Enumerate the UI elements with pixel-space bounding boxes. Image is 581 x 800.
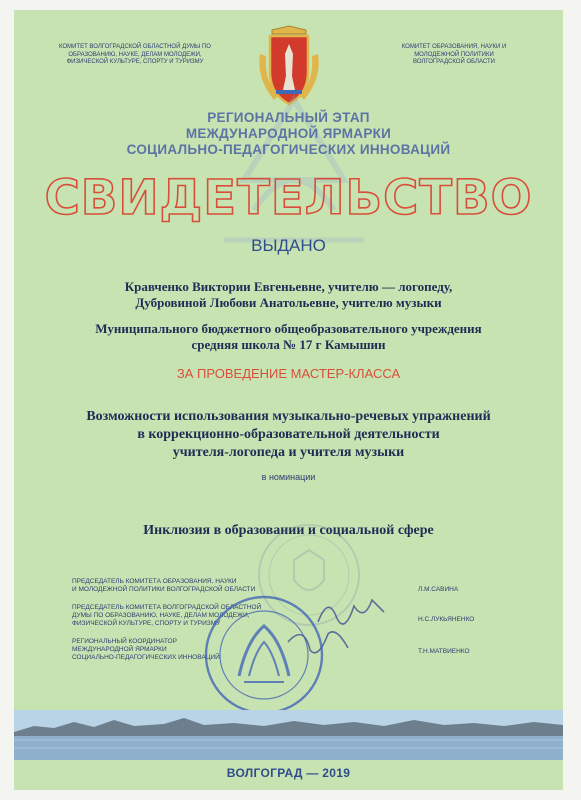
signatory-3-role-line-3: СОЦИАЛЬНО-ПЕДАГОГИЧЕСКИХ ИННОВАЦИЙ (72, 654, 220, 661)
city-panorama (14, 710, 563, 760)
nomination-label: в номинации (261, 472, 316, 482)
signatory-2-role-line-1: ПРЕДСЕДАТЕЛЬ КОМИТЕТА ВОЛГОГРАДСКОЙ ОБЛАСТНОЙ (72, 604, 262, 611)
document-title: СВИДЕТЕЛЬСТВО (44, 170, 533, 226)
event-line-2: МЕЖДУНАРОДНОЙ ЯРМАРКИ (185, 126, 392, 141)
nomination-name: Инклюзия в образовании и социальной сфере (143, 523, 434, 538)
recipient-line-2: Дубровиной Любови Анатольевне, учителю музыки (135, 295, 442, 310)
signatory-3-role-line-1: РЕГИОНАЛЬНЫЙ КООРДИНАТОР (72, 638, 177, 645)
signatory-2-role-line-3: ФИЗИЧЕСКОЙ КУЛЬТУРЕ, СПОРТУ И ТУРИЗМУ (72, 620, 221, 627)
certificate (14, 10, 563, 790)
event-line-1: РЕГИОНАЛЬНЫЙ ЭТАП (207, 110, 370, 125)
topic-line-1: Возможности использования музыкально-речевых упражнений (86, 409, 491, 424)
signatory-1-role-line-1: ПРЕДСЕДАТЕЛЬ КОМИТЕТА ОБРАЗОВАНИЯ, НАУКИ (72, 578, 237, 585)
round-stamp-icon (199, 590, 329, 720)
right-committee-name: КОМИТЕТ ОБРАЗОВАНИЯ, НАУКИ И МОЛОДЕЖНОЙ ПОЛИТИКИ ВОЛГОГРАДСКОЙ ОБЛАСТИ (401, 44, 507, 66)
event-line-3: СОЦИАЛЬНО-ПЕДАГОГИЧЕСКИХ ИННОВАЦИЙ (126, 142, 451, 157)
recipient-line-1: Кравченко Виктории Евгеньевне, учителю — логопеду, (124, 279, 453, 294)
left-committee-name: КОМИТЕТ ВОЛГОГРАДСКОЙ ОБЛАСТНОЙ ДУМЫ ПО ОБРАЗОВАНИЮ, НАУКЕ, ДЕЛАМ МОЛОДЕЖИ, ФИЗИЧЕСКОЙ КУЛЬТУРЕ, СПОРТУ И ТУРИЗМУ (59, 44, 211, 66)
signatory-1-role-line-2: И МОЛОДЕЖНОЙ ПОЛИТИКИ ВОЛГОГРАДСКОЙ ОБЛАСТИ (72, 586, 256, 593)
signatory-1-name: Л.М.САВИНА (418, 586, 459, 593)
school-line-1: Муниципального бюджетного общеобразовательного учреждения (95, 321, 482, 336)
topic-line-3: учителя-логопеда и учителя музыки (172, 445, 405, 460)
signatory-2-role-line-2: ДУМЫ ПО ОБРАЗОВАНИЮ, НАУКЕ, ДЕЛАМ МОЛОДЕЖИ, (72, 612, 250, 619)
signatory-3-role (72, 638, 220, 662)
topic-line-2: в коррекционно-образовательной деятельности (137, 427, 440, 442)
signatory-3-role-line-2: МЕЖДУНАРОДНОЙ ЯРМАРКИ (72, 646, 167, 653)
award-reason: ЗА ПРОВЕДЕНИЕ МАСТЕР-КЛАССА (176, 366, 401, 381)
issued-label: ВЫДАНО (251, 236, 326, 255)
signatory-2-name: Н.С.ЛУКЬЯНЕНКО (418, 616, 475, 623)
signatory-3-name: Т.Н.МАТВИЕНКО (418, 648, 470, 655)
footer-city-year: ВОЛГОГРАД — 2019 (226, 766, 351, 780)
school-line-2: средняя школа № 17 г Камышин (191, 337, 386, 352)
